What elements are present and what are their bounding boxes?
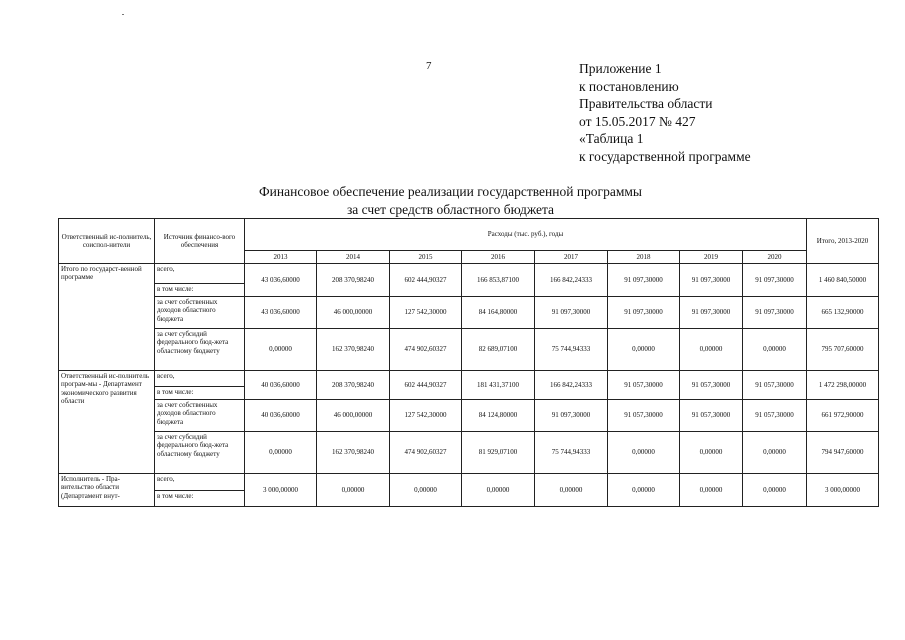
value-cell: 91 097,30000 xyxy=(743,297,807,329)
table-title-line-1: Финансовое обеспечение реализации государственной программы xyxy=(259,184,642,199)
executor-cell: Исполнитель - Пра-вительство области (Департамент внут- xyxy=(59,474,155,507)
year-header: 2015 xyxy=(390,251,462,264)
value-cell: 166 853,87100 xyxy=(462,264,535,297)
source-cell: всего, xyxy=(155,474,245,491)
value-cell: 84 124,80000 xyxy=(462,400,535,432)
value-cell: 40 036,60000 xyxy=(245,400,317,432)
value-cell: 0,00000 xyxy=(680,474,743,507)
header-expenses: Расходы (тыс. руб.), годы xyxy=(245,219,807,251)
header-total: Итого, 2013-2020 xyxy=(807,219,879,264)
value-cell: 208 370,98240 xyxy=(317,264,390,297)
executor-cell: Итого по государст-венной программе xyxy=(59,264,155,371)
year-header: 2017 xyxy=(535,251,608,264)
value-cell: 602 444,90327 xyxy=(390,264,462,297)
appendix-line: к государственной программе xyxy=(579,148,751,164)
value-cell: 91 057,30000 xyxy=(743,400,807,432)
source-cell: за счет субсидий федерального бюд-жета областному бюджету xyxy=(155,329,245,371)
value-cell: 127 542,30000 xyxy=(390,297,462,329)
appendix-line: Приложение 1 xyxy=(579,61,662,76)
appendix-line: от 15.05.2017 № 427 xyxy=(579,113,696,129)
value-cell: 81 929,07100 xyxy=(462,432,535,474)
value-cell: 46 000,00000 xyxy=(317,297,390,329)
appendix-block xyxy=(579,60,751,166)
total-cell: 1 460 840,50000 xyxy=(807,264,879,297)
value-cell: 3 000,00000 xyxy=(245,474,317,507)
year-header: 2016 xyxy=(462,251,535,264)
value-cell: 0,00000 xyxy=(680,329,743,371)
value-cell: 0,00000 xyxy=(608,474,680,507)
appendix-line: к постановлению xyxy=(579,78,679,94)
source-sub-cell: в том числе: xyxy=(155,387,245,400)
appendix-line: «Таблица 1 xyxy=(579,131,644,147)
header-executor: Ответственный ис-полнитель, соиспол-нители xyxy=(59,219,155,264)
value-cell: 91 057,30000 xyxy=(680,371,743,400)
source-sub-cell: в том числе: xyxy=(155,284,245,297)
value-cell: 91 057,30000 xyxy=(680,400,743,432)
value-cell: 166 842,24333 xyxy=(535,264,608,297)
value-cell: 0,00000 xyxy=(462,474,535,507)
value-cell: 0,00000 xyxy=(743,329,807,371)
value-cell: 0,00000 xyxy=(743,432,807,474)
value-cell: 91 097,30000 xyxy=(535,297,608,329)
table-title-line-2: за счет средств областного бюджета xyxy=(346,202,555,217)
value-cell: 0,00000 xyxy=(743,474,807,507)
value-cell: 43 036,60000 xyxy=(245,264,317,297)
scan-speck xyxy=(122,14,124,15)
value-cell: 166 842,24333 xyxy=(535,371,608,400)
value-cell: 91 057,30000 xyxy=(743,371,807,400)
year-header: 2018 xyxy=(608,251,680,264)
total-cell: 661 972,90000 xyxy=(807,400,879,432)
value-cell: 602 444,90327 xyxy=(390,371,462,400)
header-source: Источник финансо-вого обеспечения xyxy=(155,219,245,264)
value-cell: 0,00000 xyxy=(608,329,680,371)
value-cell: 0,00000 xyxy=(317,474,390,507)
value-cell: 181 431,37100 xyxy=(462,371,535,400)
value-cell: 474 902,60327 xyxy=(390,329,462,371)
value-cell: 162 370,98240 xyxy=(317,329,390,371)
value-cell: 40 036,60000 xyxy=(245,371,317,400)
value-cell: 91 097,30000 xyxy=(608,264,680,297)
value-cell: 162 370,98240 xyxy=(317,432,390,474)
value-cell: 75 744,94333 xyxy=(535,329,608,371)
value-cell: 0,00000 xyxy=(535,474,608,507)
value-cell: 91 097,30000 xyxy=(680,297,743,329)
year-header: 2014 xyxy=(317,251,390,264)
year-header: 2019 xyxy=(680,251,743,264)
value-cell: 91 097,30000 xyxy=(743,264,807,297)
source-cell: за счет субсидий федерального бюд-жета областному бюджету xyxy=(155,432,245,474)
total-cell: 1 472 298,00000 xyxy=(807,371,879,400)
value-cell: 474 902,60327 xyxy=(390,432,462,474)
value-cell: 91 097,30000 xyxy=(535,400,608,432)
page-number: 7 xyxy=(426,60,432,72)
value-cell: 43 036,60000 xyxy=(245,297,317,329)
value-cell: 0,00000 xyxy=(245,329,317,371)
total-cell: 3 000,00000 xyxy=(807,474,879,507)
value-cell: 0,00000 xyxy=(680,432,743,474)
value-cell: 75 744,94333 xyxy=(535,432,608,474)
value-cell: 0,00000 xyxy=(245,432,317,474)
value-cell: 0,00000 xyxy=(608,432,680,474)
value-cell: 82 689,07100 xyxy=(462,329,535,371)
total-cell: 795 707,60000 xyxy=(807,329,879,371)
value-cell: 127 542,30000 xyxy=(390,400,462,432)
value-cell: 91 097,30000 xyxy=(680,264,743,297)
total-cell: 794 947,60000 xyxy=(807,432,879,474)
source-cell: всего, xyxy=(155,371,245,387)
value-cell: 0,00000 xyxy=(390,474,462,507)
source-cell: за счет собственных доходов областного бюджета xyxy=(155,400,245,432)
source-sub-cell: в том числе: xyxy=(155,491,245,507)
value-cell: 91 057,30000 xyxy=(608,371,680,400)
executor-cell: Ответственный ис-полнитель програм-мы - Департамент экономического развития области xyxy=(59,371,155,474)
value-cell: 91 097,30000 xyxy=(608,297,680,329)
total-cell: 665 132,90000 xyxy=(807,297,879,329)
source-cell: за счет собственных доходов областного бюджета xyxy=(155,297,245,329)
financing-table xyxy=(58,218,879,507)
value-cell: 46 000,00000 xyxy=(317,400,390,432)
value-cell: 208 370,98240 xyxy=(317,371,390,400)
year-header: 2013 xyxy=(245,251,317,264)
source-cell: всего, xyxy=(155,264,245,284)
year-header: 2020 xyxy=(743,251,807,264)
value-cell: 91 057,30000 xyxy=(608,400,680,432)
value-cell: 84 164,80000 xyxy=(462,297,535,329)
appendix-line: Правительства области xyxy=(579,96,713,112)
